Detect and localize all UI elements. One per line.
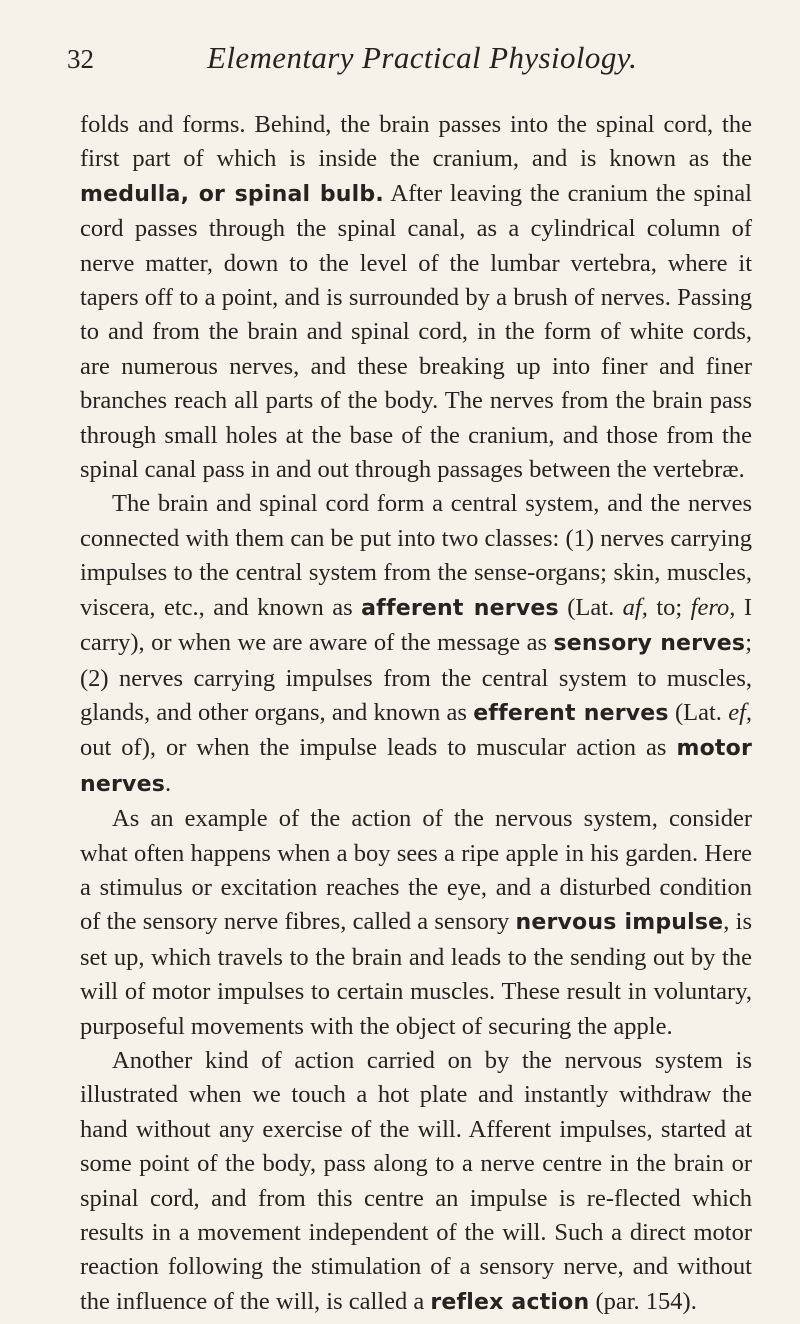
text-run: out of), or when the impulse leads to muscular action as (80, 734, 677, 762)
page-header (67, 38, 752, 80)
body-text (80, 108, 752, 1320)
page-number: 32 (67, 44, 94, 74)
paragraph-nerve-classes (80, 487, 752, 802)
latin-word: fero, (690, 593, 736, 621)
text-run: ; (2) nerves carrying impulses from the central system to muscles, glands, and other organs, and known as (80, 629, 753, 726)
running-title: Elementary Practical Physiology. (207, 40, 638, 75)
latin-word: ef, (728, 698, 753, 726)
key-term: nervous impulse (515, 910, 724, 936)
key-term: motor nerves (80, 736, 752, 797)
text-run: (Lat. (668, 698, 729, 726)
text-run: . (165, 769, 172, 797)
text-run: to; (647, 593, 691, 621)
key-term: afferent nerves (361, 595, 559, 621)
text-run: After leaving the cranium the spinal cord passes through the spinal canal, as a cylindrical column of nerve matter, down to the level of the lumbar vertebra, where it tapers off to a point, and is surrounded by a brush of nerves. Passing to and from the brain and spinal cord, in the form of white cords, are numerous nerves, and these breaking up into finer and finer branches reach all parts of the body. The nerves from the brain pass through small holes at the base of the cranium, and those from the spinal canal pass in and out through passages between the vertebræ. (80, 179, 752, 484)
text-run: I carry), or when we are aware of the message as (80, 593, 752, 657)
text-run: (par. 154). (589, 1287, 697, 1315)
key-term: medulla, or spinal bulb. (80, 181, 384, 207)
text-run: As an example of the action of the nervous system, consider what often happens when a boy sees a ripe apple in his garden. Here a stimulus or excitation reaches the eye, and a disturbed condition of the sensory nerve fibres, called a sensory (80, 805, 752, 936)
key-term: reflex action (430, 1289, 590, 1315)
text-run: The brain and spinal cord form a central system, and the nerves connected with them can be put into two classes: (1) nerves carrying impulses to the central system from the sense-organs; skin, muscles, viscera, etc., and known as (80, 490, 752, 621)
text-run: (Lat. (558, 593, 623, 621)
paragraph-reflex-action (80, 1044, 752, 1320)
paragraph-apple-example (80, 802, 752, 1044)
text-run: folds and forms. Behind, the brain passes into the spinal cord, the first part of which is inside the cranium, and is known as the (80, 111, 752, 173)
key-term: efferent nerves (473, 700, 669, 726)
text-run: Another kind of action carried on by the nervous system is illustrated when we touch a hot plate and instantly withdraw the hand without any exercise of the will. Afferent impulses, started at some point of the body, pass along to a nerve centre in the brain or spinal cord, and from this centre an impulse is re-flected which results in a movement independent of the will. Such a direct motor reaction following the stimulation of a sensory nerve, and without the influence of the will, is called a (80, 1046, 752, 1315)
paragraph-continued (80, 108, 752, 487)
text-run: , is set up, which travels to the brain and leads to the sending out by the will of motor impulses to certain muscles. These result in voluntary, purposeful movements with the object of securing the apple. (80, 908, 752, 1040)
latin-word: af, (622, 593, 648, 621)
key-term: sensory nerves (553, 631, 746, 657)
